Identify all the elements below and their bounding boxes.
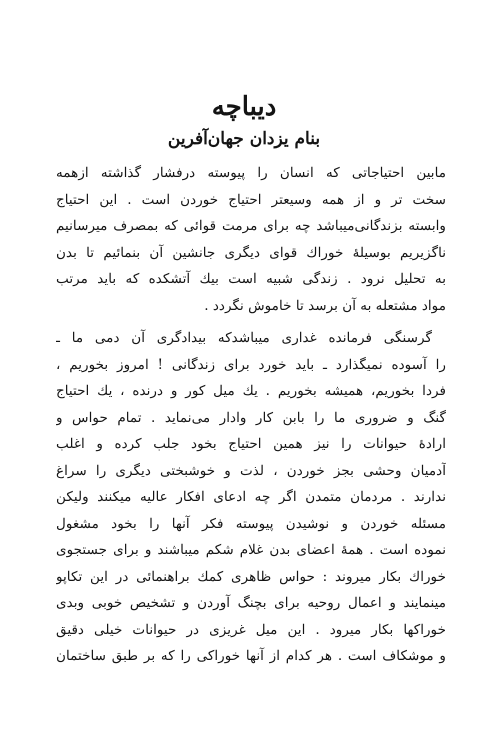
text-line: نموده است . همهٔ اعضای بدن غلام شکم میباشند و برای جستجوی xyxy=(56,542,446,558)
text-line: مسئله خوردن و نوشیدن پیوسته فکر آنها را بخود مشغول xyxy=(56,515,446,532)
text-line: سخت تر و از همه وسیعتر احتیاج خوردن است . این احتیاج xyxy=(56,191,446,208)
text-line: و موشکاف است . هر کدام از آنها خوراکی را که بر طبق ساختمان xyxy=(56,648,446,664)
text-line: ناگزیریم بوسیلهٔ خوراك قوای دیگری جانشین آن بنمائیم تا بدن xyxy=(56,244,446,261)
page-title: دیباچه xyxy=(211,92,277,122)
paragraph-1 xyxy=(56,160,446,319)
text-line: مینمایند و اعمال روحیه برای بچنگ آوردن و تشخیص خوبی وبدی xyxy=(56,595,446,611)
text-line: گنگ و ضروری ما را بابن کار وادار می‌نماید . تمام حواس و xyxy=(56,409,446,426)
text-line: خوراك بکار میروند : حواس ظاهری کمك براهنمائی در این تکاپو xyxy=(56,568,446,585)
page-subtitle: بنام یزدان جهان‌آفرین xyxy=(167,129,321,149)
paragraph-2 xyxy=(56,325,446,670)
text-line: مواد مشتعله به آن برسد تا خاموش نگردد . xyxy=(204,297,446,314)
text-line: را آسوده نمیگذارد ـ باید خورد برای زندگانی ! امروز بخوریم ، xyxy=(56,356,446,373)
text-line: خوراکها بکار میرود . این میل غریزی در حیوانات خیلی دقیق xyxy=(56,621,446,638)
text-line: وابسته بزندگانی‌میباشد چه برای مرمت قوائی که بمصرف میرسانیم xyxy=(56,218,446,234)
text-line: گرسنگی فرمانده غداری میباشدکه بیدادگری آن دمی ما ـ xyxy=(56,330,432,346)
text-line: ارادهٔ حیوانات را نیز همین احتیاج بخود جلب کرده و اغلب xyxy=(56,436,446,452)
text-line: به تحلیل نرود . زندگی شبیه است بیك آتشکده که باید مرتب xyxy=(56,271,446,287)
text-line: مابین احتیاجاتی که انسان را پیوسته درفشار گذاشته ازهمه xyxy=(56,165,446,181)
text-line: آدمیان وحشی بجز خوردن ، لذت و خوشبختی دیگری را سراغ xyxy=(56,462,446,479)
text-line: فردا بخوریم، همیشه بخوریم . یك میل کور و درنده ، یك احتیاج xyxy=(56,383,446,399)
text-line: ندارند . مردمان متمدن اگر چه ادعای افکار عالیه میکنند ولیکن xyxy=(56,489,446,505)
body-text xyxy=(56,160,446,670)
